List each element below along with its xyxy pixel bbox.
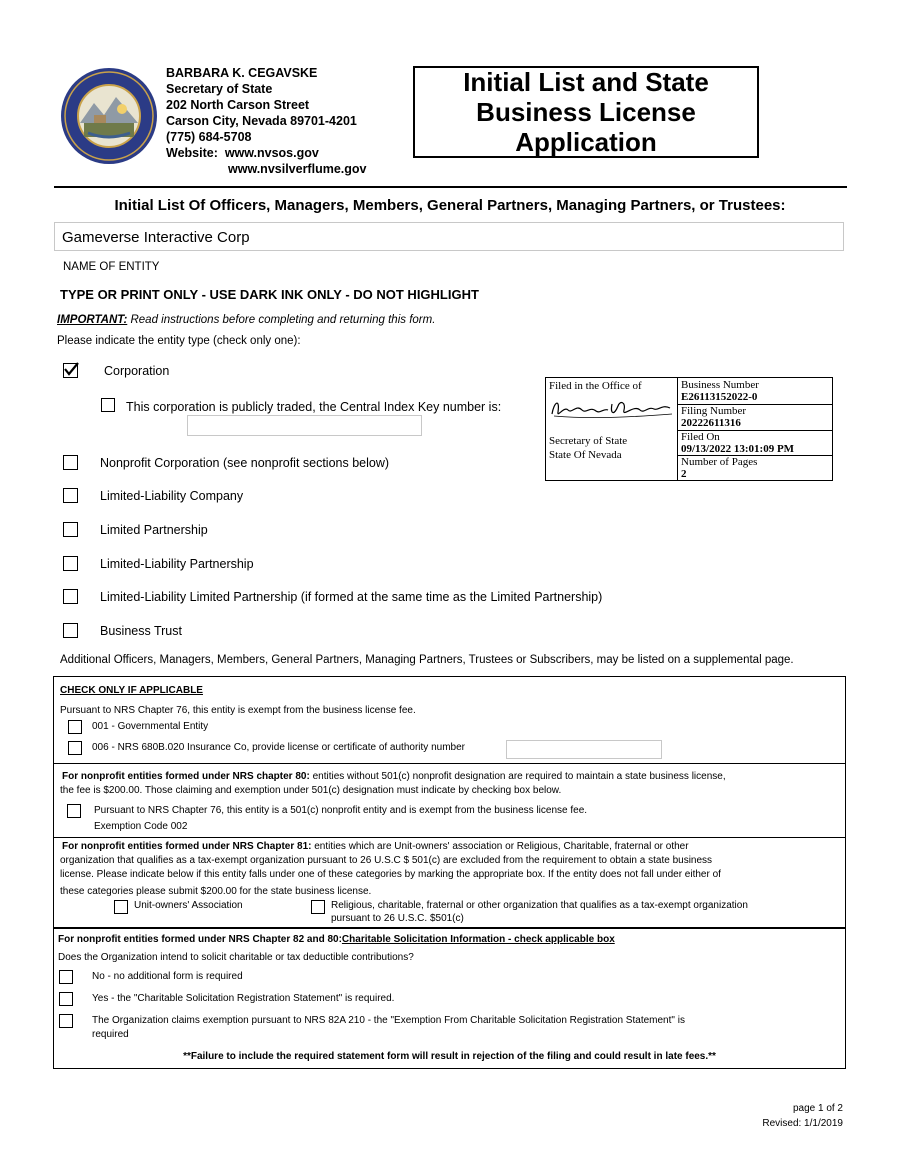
business-number-label: Business Number [681,379,759,391]
nrs-80-section [53,763,846,838]
limited-partnership-checkbox[interactable] [63,522,78,537]
secretary-of-state-label: Secretary of State [549,435,628,447]
nrs-81-section [53,837,846,928]
exemption-intro: Pursuant to NRS Chapter 76, this entity is exempt from the business license fee. [60,705,416,716]
corporation-label: Corporation [104,364,170,378]
filing-number-value: 20222611316 [681,417,741,429]
entity-name-field[interactable] [54,222,844,251]
form-title-box [413,66,759,158]
lllp-checkbox[interactable] [63,589,78,604]
additional-officers-note: Additional Officers, Managers, Members, General Partners, Managing Partners, Trustees or Subscribers, may be listed on a supplemental page. [60,654,794,666]
authority-number-field[interactable] [506,740,662,759]
business-number-value: E26113152022-0 [681,391,758,403]
llc-checkbox[interactable] [63,488,78,503]
yes-solicitation-label: Yes - the "Charitable Solicitation Registration Statement" is required. [92,993,395,1004]
nrs-80-heading: For nonprofit entities formed under NRS chapter 80: [62,771,310,782]
exemption-code-label: Exemption Code 002 [94,821,188,832]
entity-name-value: Gameverse Interactive Corp [62,229,250,246]
nrs-80-text: entities without 501(c) nonprofit designation are required to maintain a state business license, [309,771,726,782]
business-trust-label: Business Trust [100,624,182,638]
nrs-81-text-3: license. Please indicate below if this entity falls under one of these categories by marking the appropriate box. If the entity does not fall under either of [60,869,721,880]
office-street: 202 North Carson Street [166,98,310,112]
form-title-line-2: Business License [476,97,696,127]
important-text: Read instructions before completing and returning this form. [127,314,436,326]
publicly-traded-checkbox[interactable] [101,398,115,412]
type-print-notice: TYPE OR PRINT ONLY - USE DARK INK ONLY - DO NOT HIGHLIGHT [60,287,479,302]
unit-owners-label: Unit-owners' Association [134,900,243,911]
number-of-pages-value: 2 [681,468,687,480]
exemption-claim-label: The Organization claims exemption pursuant to NRS 82A 210 - the "Exemption From Charitable Solicitation Registration Statement" is [92,1015,685,1026]
form-title-line-3: Application [515,127,657,157]
corporation-checkbox[interactable] [63,363,78,378]
yes-solicitation-checkbox[interactable] [59,992,73,1006]
nrs-80-text-2: the fee is $200.00. Those claiming and exemption under 501(c) designation must indicate by checking box below. [60,785,562,796]
501c-exempt-checkbox[interactable] [67,804,81,818]
nrs-81-text-4: these categories please submit $200.00 for the state business license. [60,886,372,897]
exemption-claim-checkbox[interactable] [59,1014,73,1028]
religious-charitable-label-2: pursuant to 26 U.S.C. $501(c) [331,913,464,924]
form-subtitle: Initial List Of Officers, Managers, Members, General Partners, Managing Partners, or Trustees: [114,197,786,214]
governmental-entity-label: 001 - Governmental Entity [92,721,209,732]
llc-label: Limited-Liability Company [100,489,244,503]
no-solicitation-checkbox[interactable] [59,970,73,984]
governmental-entity-checkbox[interactable] [68,720,82,734]
website-link-2[interactable]: www.nvsilverflume.gov [228,162,367,176]
office-city: Carson City, Nevada 89701-4201 [166,114,357,128]
revised-date: Revised: 1/1/2019 [762,1118,843,1129]
exemption-section [53,676,846,764]
failure-warning: **Failure to include the required statement form will result in rejection of the filing and could result in late fees.** [183,1051,716,1062]
insurance-co-checkbox[interactable] [68,741,82,755]
solicitation-question: Does the Organization intend to solicit charitable or tax deductible contributions? [58,952,414,963]
checkmark-icon [63,362,79,378]
important-note [57,314,435,326]
important-label: IMPORTANT: [57,314,128,326]
nrs-82-heading [58,934,615,945]
insurance-co-label: 006 - NRS 680B.020 Insurance Co, provide license or certificate of authority number [92,742,465,753]
entity-name-label: NAME OF ENTITY [63,261,160,273]
state-seal [60,67,158,165]
business-trust-checkbox[interactable] [63,623,78,638]
filed-in-office-label: Filed in the Office of [549,380,642,392]
nrs-82-heading-text: For nonprofit entities formed under NRS Chapter 82 and 80: [58,934,342,945]
lllp-label: Limited-Liability Limited Partnership (if formed at the same time as the Limited Partnership) [100,590,603,604]
charitable-solicitation-title: Charitable Solicitation Information - check applicable box [341,934,615,945]
filing-number-label: Filing Number [681,405,747,417]
501c-exempt-label: Pursuant to NRS Chapter 76, this entity is a 501(c) nonprofit entity and is exempt from the business license fee. [94,805,588,816]
limited-partnership-label: Limited Partnership [100,523,208,537]
state-of-nevada-label: State Of Nevada [549,449,622,461]
filed-on-value: 09/13/2022 13:01:09 PM [681,443,795,455]
publicly-traded-label: This corporation is publicly traded, the Central Index Key number is: [126,400,502,414]
form-title-line-1: Initial List and State [463,67,709,97]
exemption-claim-label-2: required [92,1029,129,1040]
nrs-81-heading: For nonprofit entities formed under NRS Chapter 81: [62,841,312,852]
unit-owners-checkbox[interactable] [114,900,128,914]
no-solicitation-label: No - no additional form is required [92,971,243,982]
number-of-pages-label: Number of Pages [681,456,758,468]
check-if-applicable-heading: CHECK ONLY IF APPLICABLE [60,685,203,696]
header-divider [54,186,847,188]
website-link-1[interactable]: www.nvsos.gov [224,146,319,160]
central-index-key-field[interactable] [187,415,422,436]
nonprofit-corporation-checkbox[interactable] [63,455,78,470]
filing-stamp [545,377,833,481]
filed-on-label: Filed On [681,431,720,443]
page-number: page 1 of 2 [792,1103,843,1114]
secretary-title: Secretary of State [166,82,273,96]
secretary-name: BARBARA K. CEGAVSKE [166,66,318,80]
religious-charitable-label: Religious, charitable, fraternal or other organization that qualifies as a tax-exempt organization [331,900,748,911]
llp-checkbox[interactable] [63,556,78,571]
llp-label: Limited-Liability Partnership [100,557,254,571]
religious-charitable-checkbox[interactable] [311,900,325,914]
website-label: Website: [166,146,218,160]
nrs-81-text-2: organization that qualifies as a tax-exempt organization pursuant to 26 U.S.C $ 501(c) are excluded from the requirement to obtain a state business [60,855,713,866]
nrs-81-text: entities which are Unit-owners' association or Religious, Charitable, fraternal or other [311,841,689,852]
office-phone: (775) 684-5708 [166,130,252,144]
secretary-signature [548,392,676,422]
entity-type-prompt: Please indicate the entity type (check only one): [57,335,301,347]
charitable-solicitation-section [53,928,846,1069]
nrs-81-text-1 [62,841,689,852]
nonprofit-corporation-label: Nonprofit Corporation (see nonprofit sections below) [100,456,390,470]
nrs-80-text-1 [62,771,842,782]
